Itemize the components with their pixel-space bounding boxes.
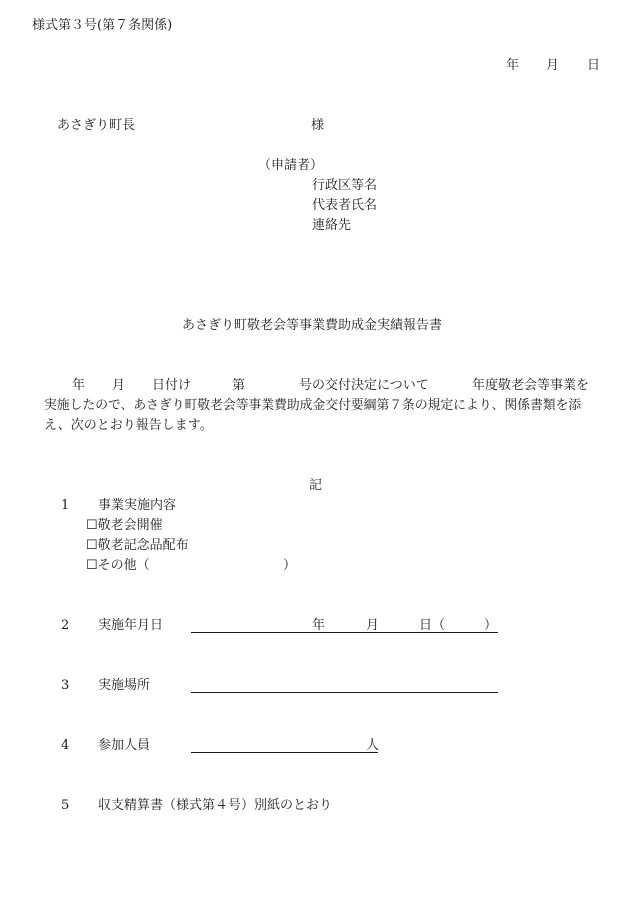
item2-close: ） [484, 618, 498, 633]
item5-number: 5 [61, 798, 70, 813]
addressee-name: あさぎり町長 [57, 118, 136, 133]
body-line-3: え、次のとおり報告します。 [44, 418, 213, 433]
body-year: 年 [72, 378, 86, 393]
body-fiscal-text: 年度敬老会等事業を [472, 378, 590, 393]
item2-day: 日（ [419, 618, 446, 633]
body-month: 月 [112, 378, 126, 393]
item3-place-underline[interactable] [191, 692, 498, 693]
applicant-contact-field: 連絡先 [312, 218, 352, 233]
applicant-district-field: 行政区等名 [312, 178, 378, 193]
item2-label: 実施年月日 [98, 618, 164, 633]
item4-label: 参加人員 [98, 738, 151, 753]
item4-unit: 人 [366, 738, 380, 753]
item4-number: 4 [61, 738, 70, 753]
item1-option-gift[interactable]: ☐敬老記念品配布 [86, 538, 189, 553]
item1-option-ceremony[interactable]: ☐敬老会開催 [86, 518, 163, 533]
item1-label: 事業実施内容 [98, 498, 177, 513]
date-month-label: 月 [546, 58, 560, 73]
body-dated: 日付け [152, 378, 192, 393]
item1-option-other-close: ） [283, 558, 297, 573]
item4-count-underline[interactable] [191, 752, 378, 753]
document-title: あさぎり町敬老会等事業費助成金実績報告書 [182, 318, 443, 333]
ki-heading: 記 [309, 478, 323, 493]
date-year-label: 年 [506, 58, 520, 73]
item1-number: 1 [61, 498, 70, 513]
body-dai: 第 [232, 378, 246, 393]
date-day-label: 日 [587, 58, 601, 73]
form-number: 様式第３号(第７条関係) [32, 18, 173, 33]
addressee-honorific: 様 [311, 118, 325, 133]
item3-label: 実施場所 [98, 678, 151, 693]
item2-date-underline[interactable] [191, 632, 498, 633]
item3-number: 3 [61, 678, 70, 693]
applicant-header: （申請者） [258, 158, 324, 173]
body-go-text: 号の交付決定について [299, 378, 429, 393]
item2-month: 月 [366, 618, 380, 633]
item2-year: 年 [312, 618, 326, 633]
applicant-representative-field: 代表者氏名 [312, 198, 378, 213]
item2-number: 2 [61, 618, 70, 633]
item1-option-other[interactable]: ☐その他（ [86, 558, 150, 573]
body-line-2: 実施したので、あさぎり町敬老会等事業費助成金交付要綱第７条の規定により、関係書類を添 [44, 398, 582, 413]
item5-label: 収支精算書（様式第４号）別紙のとおり [98, 798, 333, 813]
